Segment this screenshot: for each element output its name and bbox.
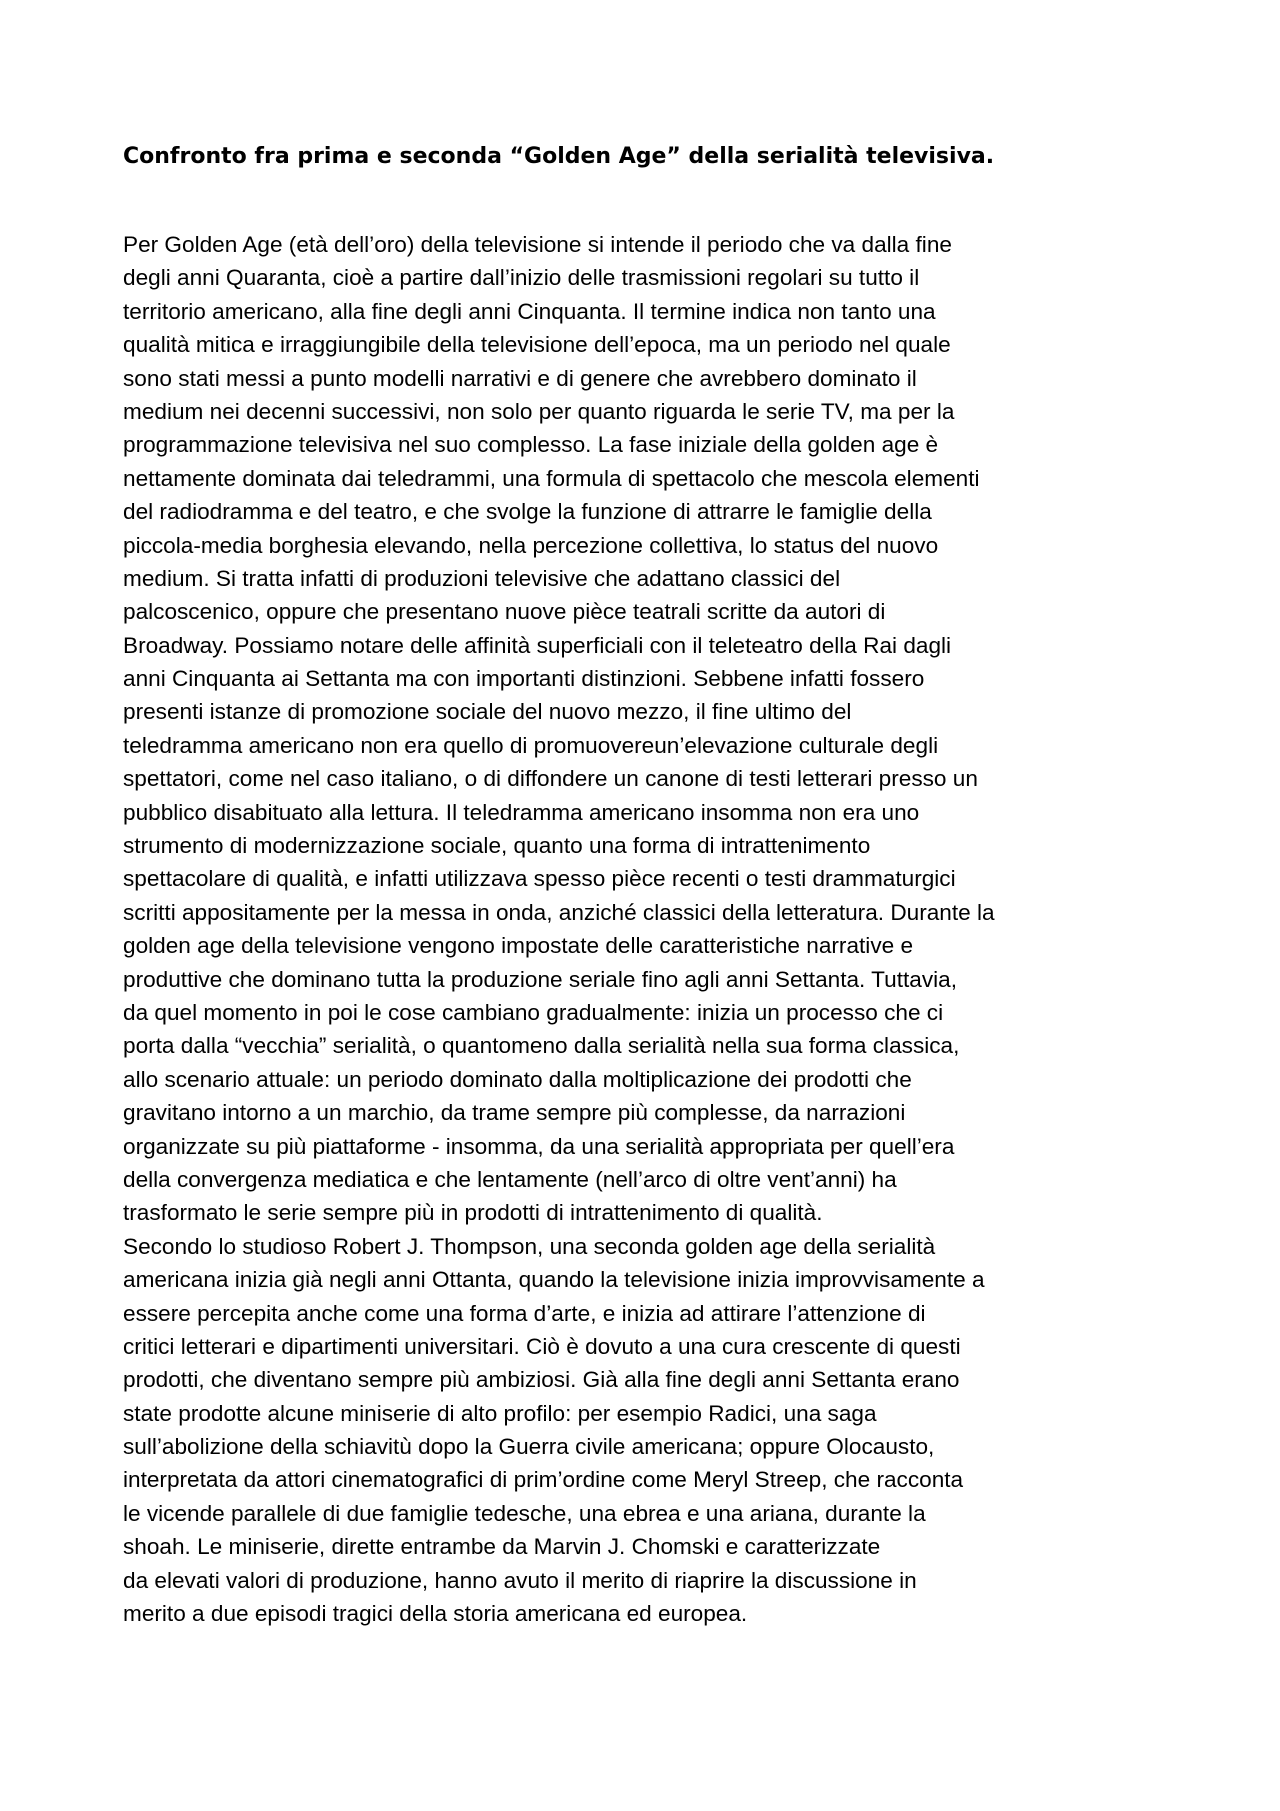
body-line: da elevati valori di produzione, hanno avuto il merito di riaprire la discussione in [123,1567,917,1593]
body-line: medium nei decenni successivi, non solo per quanto riguarda le serie TV, ma per la [123,398,955,424]
body-line: scritti appositamente per la messa in onda, anziché classici della letteratura. Durante la [123,899,995,925]
body-line: trasformato le serie sempre più in prodotti di intrattenimento di qualità. [123,1200,823,1226]
body-line: pubblico disabituato alla lettura. Il teledramma americano insomma non era uno [123,799,920,825]
document-title: Confronto fra prima e seconda “Golden Age” della serialità televisiva. [123,144,995,169]
body-line: le vicende parallele di due famiglie tedesche, una ebrea e una ariana, durante la [123,1500,926,1526]
body-line: presenti istanze di promozione sociale del nuovo mezzo, il fine ultimo del [123,699,852,725]
body-line: prodotti, che diventano sempre più ambiziosi. Già alla fine degli anni Settanta erano [123,1367,960,1393]
body-line: shoah. Le miniserie, dirette entrambe da Marvin J. Chomski e caratterizzate [123,1534,881,1560]
body-line: palcoscenico, oppure che presentano nuove pièce teatrali scritte da autori di [123,599,886,625]
body-line: interpretata da attori cinematografici di prim’ordine come Meryl Streep, che racconta [123,1467,964,1493]
body-line: spettatori, come nel caso italiano, o di diffondere un canone di testi letterari presso un [123,766,978,792]
body-line: programmazione televisiva nel suo complesso. La fase iniziale della golden age è [123,432,939,458]
body-line: produttive che dominano tutta la produzione seriale fino agli anni Settanta. Tuttavia, [123,966,957,992]
body-line: sono stati messi a punto modelli narrativi e di genere che avrebbero dominato il [123,365,917,391]
body-line: della convergenza mediatica e che lentamente (nell’arco di oltre vent’anni) ha [123,1166,897,1192]
body-line: anni Cinquanta ai Settanta ma con importanti distinzioni. Sebbene infatti fossero [123,666,925,692]
body-line: territorio americano, alla fine degli anni Cinquanta. Il termine indica non tanto una [123,298,936,324]
body-line: Secondo lo studioso Robert J. Thompson, una seconda golden age della serialità [123,1233,936,1259]
body-line: strumento di modernizzazione sociale, quanto una forma di intrattenimento [123,833,871,859]
body-line: organizzate su più piattaforme - insomma, da una serialità appropriata per quell’era [123,1133,955,1159]
body-line: Broadway. Possiamo notare delle affinità superficiali con il teleteatro della Rai dagli [123,632,952,658]
body-line: state prodotte alcune miniserie di alto profilo: per esempio Radici, una saga [123,1400,877,1426]
body-line: merito a due episodi tragici della storia americana ed europea. [123,1601,748,1627]
body-line: qualità mitica e irraggiungibile della televisione dell’epoca, ma un periodo nel quale [123,332,951,358]
body-line: gravitano intorno a un marchio, da trame sempre più complesse, da narrazioni [123,1100,906,1126]
body-line: del radiodramma e del teatro, e che svolge la funzione di attrarre le famiglie della [123,499,932,525]
body-line: porta dalla “vecchia” serialità, o quantomeno dalla serialità nella sua forma classica, [123,1033,960,1059]
body-line: sull’abolizione della schiavitù dopo la Guerra civile americana; oppure Olocausto, [123,1434,935,1460]
body-line: critici letterari e dipartimenti universitari. Ciò è dovuto a una cura crescente di questi [123,1333,961,1359]
body-line: nettamente dominata dai teledrammi, una formula di spettacolo che mescola elementi [123,465,980,491]
body-line: spettacolare di qualità, e infatti utilizzava spesso pièce recenti o testi drammaturgici [123,866,956,892]
body-line: allo scenario attuale: un periodo dominato dalla moltiplicazione dei prodotti che [123,1066,912,1092]
body-line: americana inizia già negli anni Ottanta, quando la televisione inizia improvvisamente a [123,1267,985,1293]
body-line: da quel momento in poi le cose cambiano gradualmente: inizia un processo che ci [123,999,944,1025]
body-line: degli anni Quaranta, cioè a partire dall’inizio delle trasmissioni regolari su tutto il [123,265,920,291]
body-line: golden age della televisione vengono impostate delle caratteristiche narrative e [123,933,914,959]
body-line: piccola-media borghesia elevando, nella percezione collettiva, lo status del nuovo [123,532,939,558]
body-line: medium. Si tratta infatti di produzioni televisive che adattano classici del [123,565,841,591]
body-line: teledramma americano non era quello di promuovereun’elevazione culturale degli [123,732,939,758]
document-body [123,228,1183,1630]
body-line: essere percepita anche come una forma d’arte, e inizia ad attirare l’attenzione di [123,1300,926,1326]
body-line: Per Golden Age (età dell’oro) della televisione si intende il periodo che va dalla fine [123,232,952,257]
